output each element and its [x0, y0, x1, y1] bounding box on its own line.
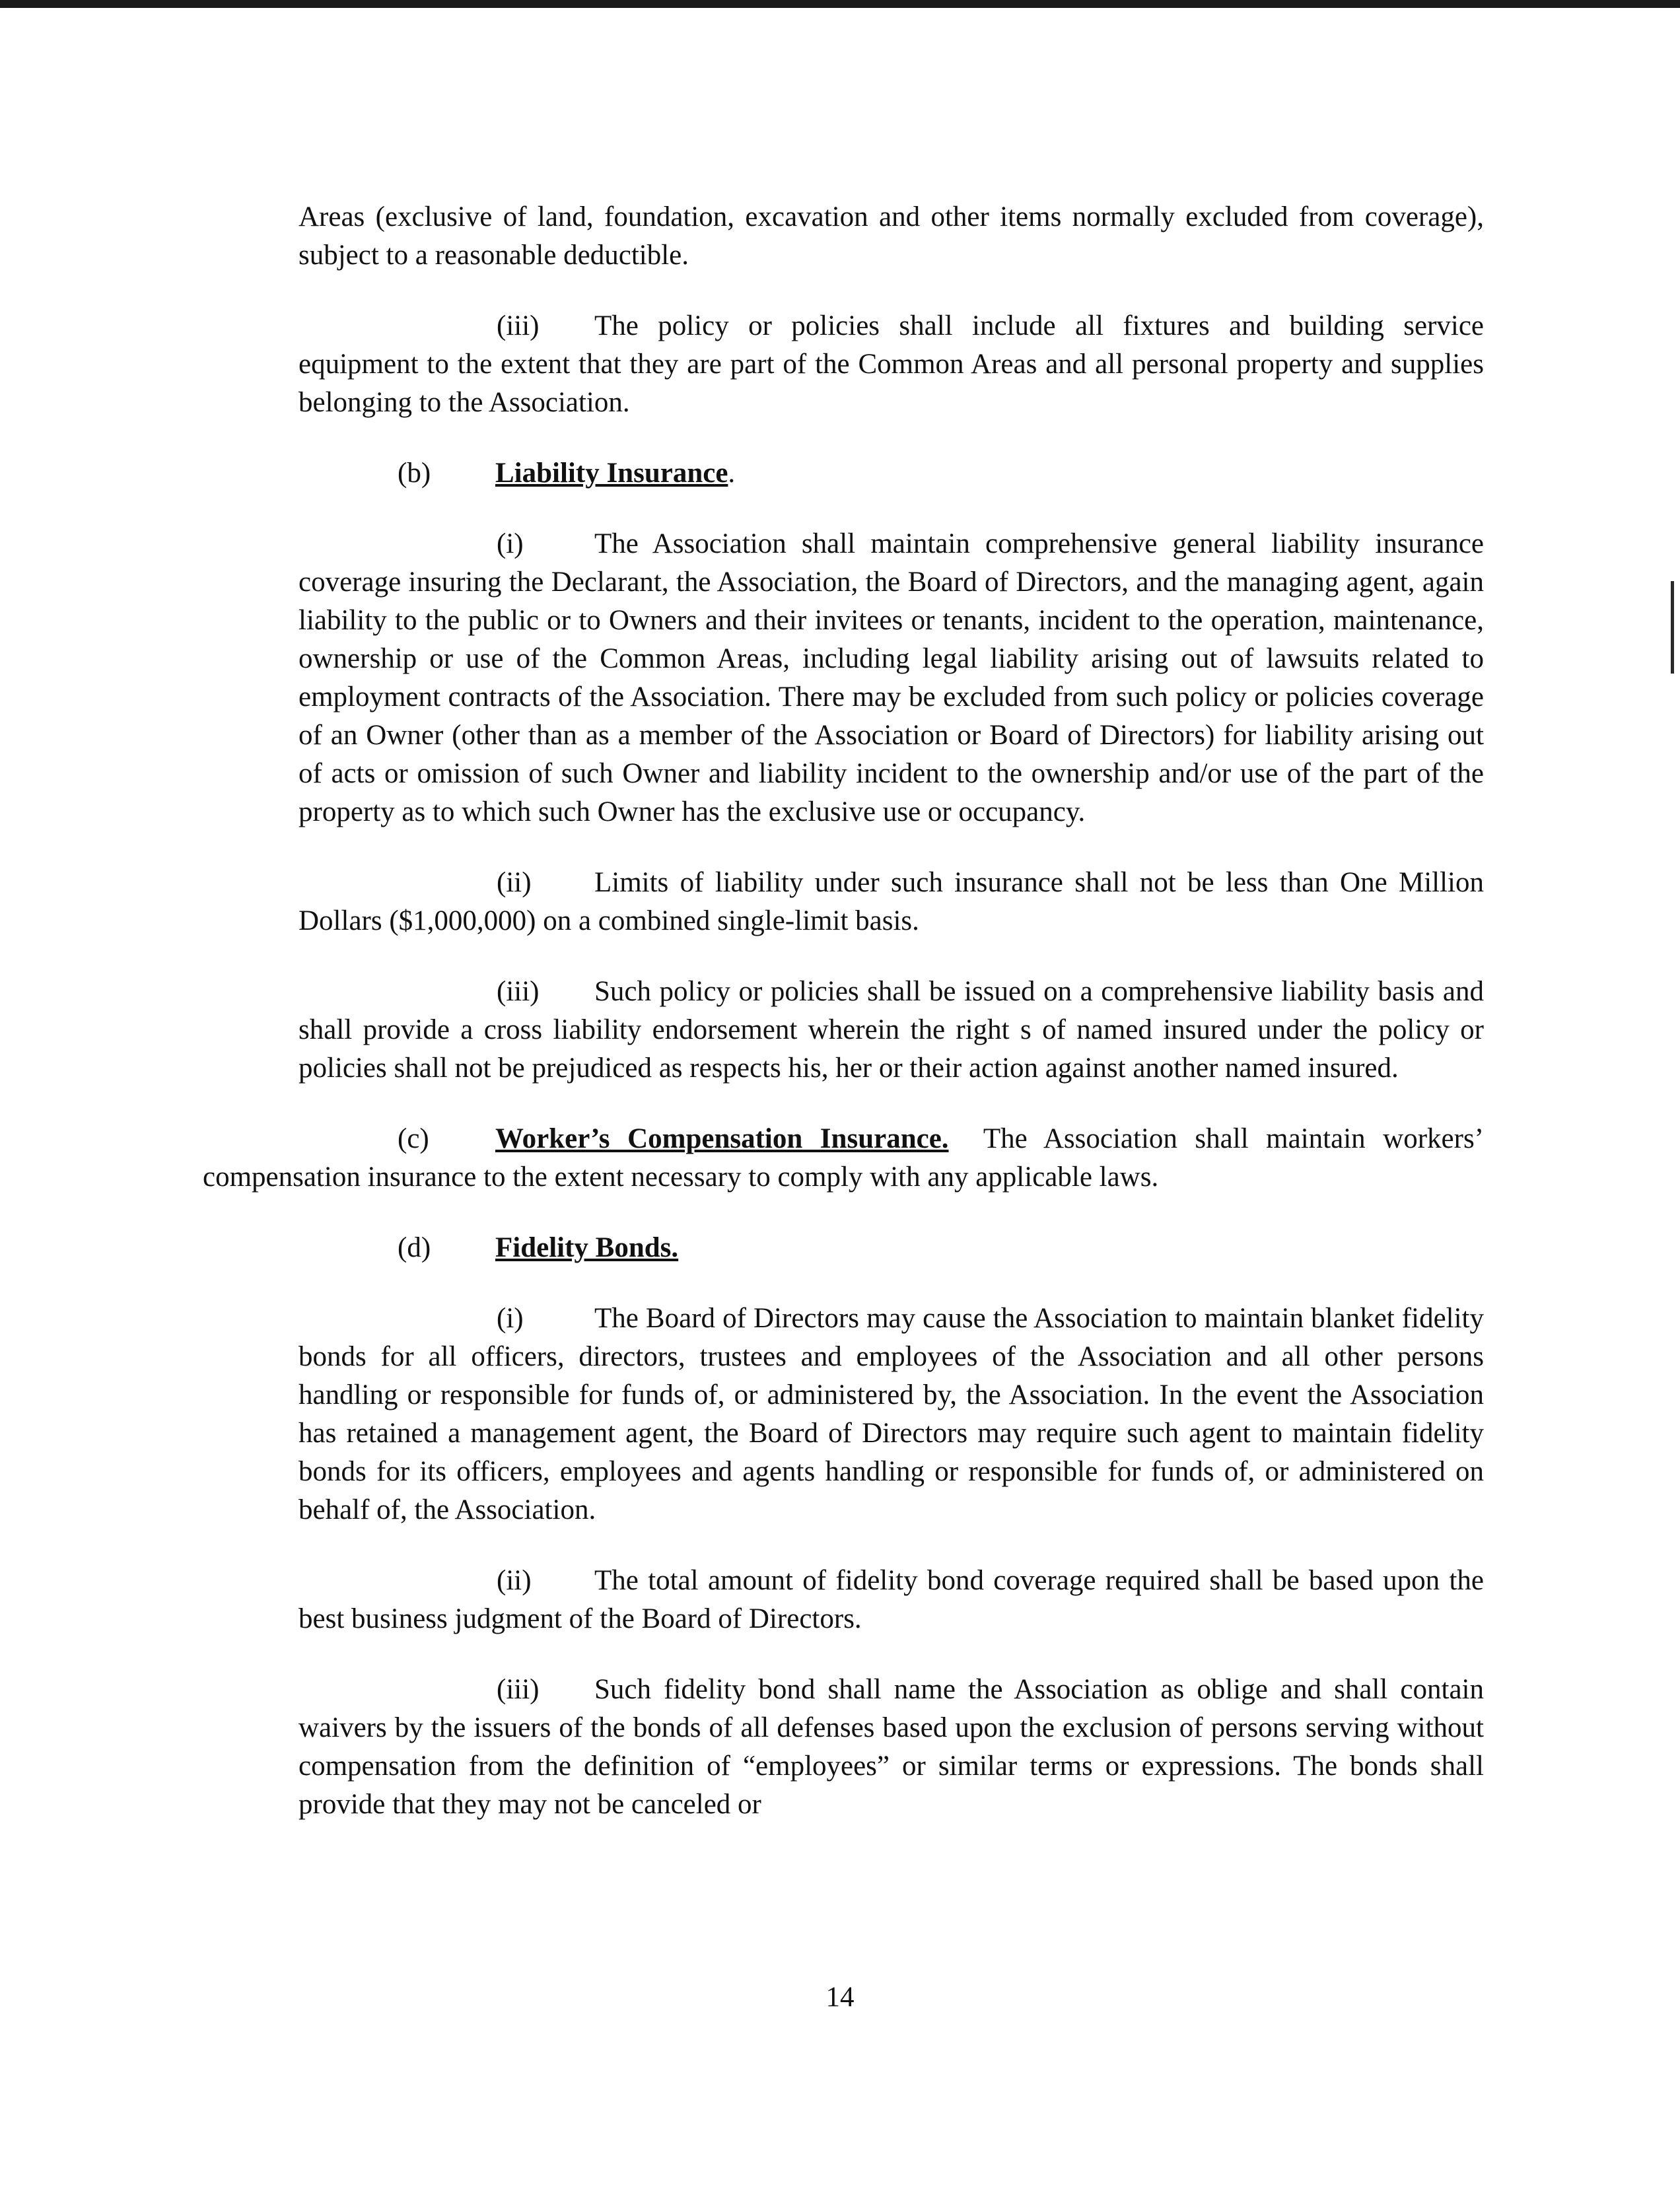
scan-edge-mark [1671, 581, 1674, 674]
paragraph-number: (iii) [497, 976, 540, 1007]
document-body [203, 198, 1485, 1856]
section-d-heading [298, 1229, 1484, 1267]
paragraph-number: (iii) [497, 1674, 540, 1705]
section-b-heading [298, 454, 1484, 493]
paragraph-b-iii [298, 973, 1484, 1088]
paragraph-text: Such fidelity bond shall name the Association as oblige and shall contain waivers by the issuers of the bonds of all defenses based upon the exclusion of persons serving without compensation from the definition of “employees” or similar terms or expressions. The bonds shall provide that they may not be canceled or [298, 1674, 1484, 1820]
section-title: Fidelity Bonds. [495, 1232, 679, 1263]
paragraph-text: The Association shall maintain comprehensive general liability insurance coverage insuring the Declarant, the Association, the Board of Directors, and the managing agent, again liability to the public or to Owners and their invitees or tenants, incident to the operation, maintenance, ownership or use of the Common Areas, including legal liability arising out of lawsuits related to employment contracts of the Association. There may be excluded from such policy or policies coverage of an Owner (other than as a member of the Association or Board of Directors) for liability arising out of acts or omission of such Owner and liability incident to the ownership and/or use of the part of the property as to which such Owner has the exclusive use or occupancy. [298, 528, 1484, 827]
paragraph-b-ii [298, 864, 1484, 940]
paragraph-text: The policy or policies shall include all fixtures and building service equipment to the extent that they are part of the Common Areas and all personal property and supplies belonging to the Association. [298, 310, 1484, 418]
paragraph-text: The total amount of fidelity bond coverage required shall be based upon the best business judgment of the Board of Directors. [298, 1565, 1484, 1634]
paragraph-d-ii [298, 1562, 1484, 1638]
paragraph-text: Limits of liability under such insurance shall not be less than One Million Dollars ($1,000,000) on a combined single-limit basis. [298, 867, 1484, 936]
section-number: (d) [398, 1232, 431, 1263]
paragraph-continuation: Areas (exclusive of land, foundation, excavation and other items normally excluded from coverage), subject to a reasonable deductible. [298, 201, 1484, 271]
section-title-period: . [728, 458, 736, 489]
paragraph-d-i [298, 1300, 1484, 1529]
section-number: (c) [398, 1123, 429, 1154]
section-number: (b) [398, 458, 431, 489]
paragraph-text: The Board of Directors may cause the Association to maintain blanket fidelity bonds for all officers, directors, trustees and employees of the Association and all other persons handling or responsible for funds of, or administered by, the Association. In the event the Association has retained a management agent, the Board of Directors may require such agent to maintain fidelity bonds for its officers, employees and agents handling or responsible for funds of, or administered on behalf of, the Association. [298, 1303, 1484, 1525]
section-text: The Association shall maintain workers’ compensation insurance to the extent necessary to comply with any applicable laws. [203, 1123, 1485, 1193]
paragraph-number: (i) [497, 1303, 524, 1334]
section-c [203, 1120, 1484, 1197]
paragraph-a-iii [298, 307, 1484, 422]
paragraph-number: (i) [497, 528, 524, 559]
paragraph-number: (iii) [497, 310, 540, 341]
paragraph-number: (ii) [497, 867, 532, 898]
section-title: Liability Insurance [495, 458, 728, 489]
scan-top-border [0, 0, 1680, 8]
paragraph-d-iii [298, 1671, 1484, 1824]
paragraph-b-i [298, 525, 1484, 831]
section-title: Worker’s Compensation Insurance. [495, 1123, 949, 1154]
paragraph-number: (ii) [497, 1565, 532, 1596]
page-number: 14 [825, 1982, 855, 2013]
paragraph-text: Such policy or policies shall be issued on a comprehensive liability basis and shall provide a cross liability endorsement wherein the right s of named insured under the policy or policies shall not be prejudiced as respects his, her or their action against another named insured. [298, 976, 1484, 1084]
